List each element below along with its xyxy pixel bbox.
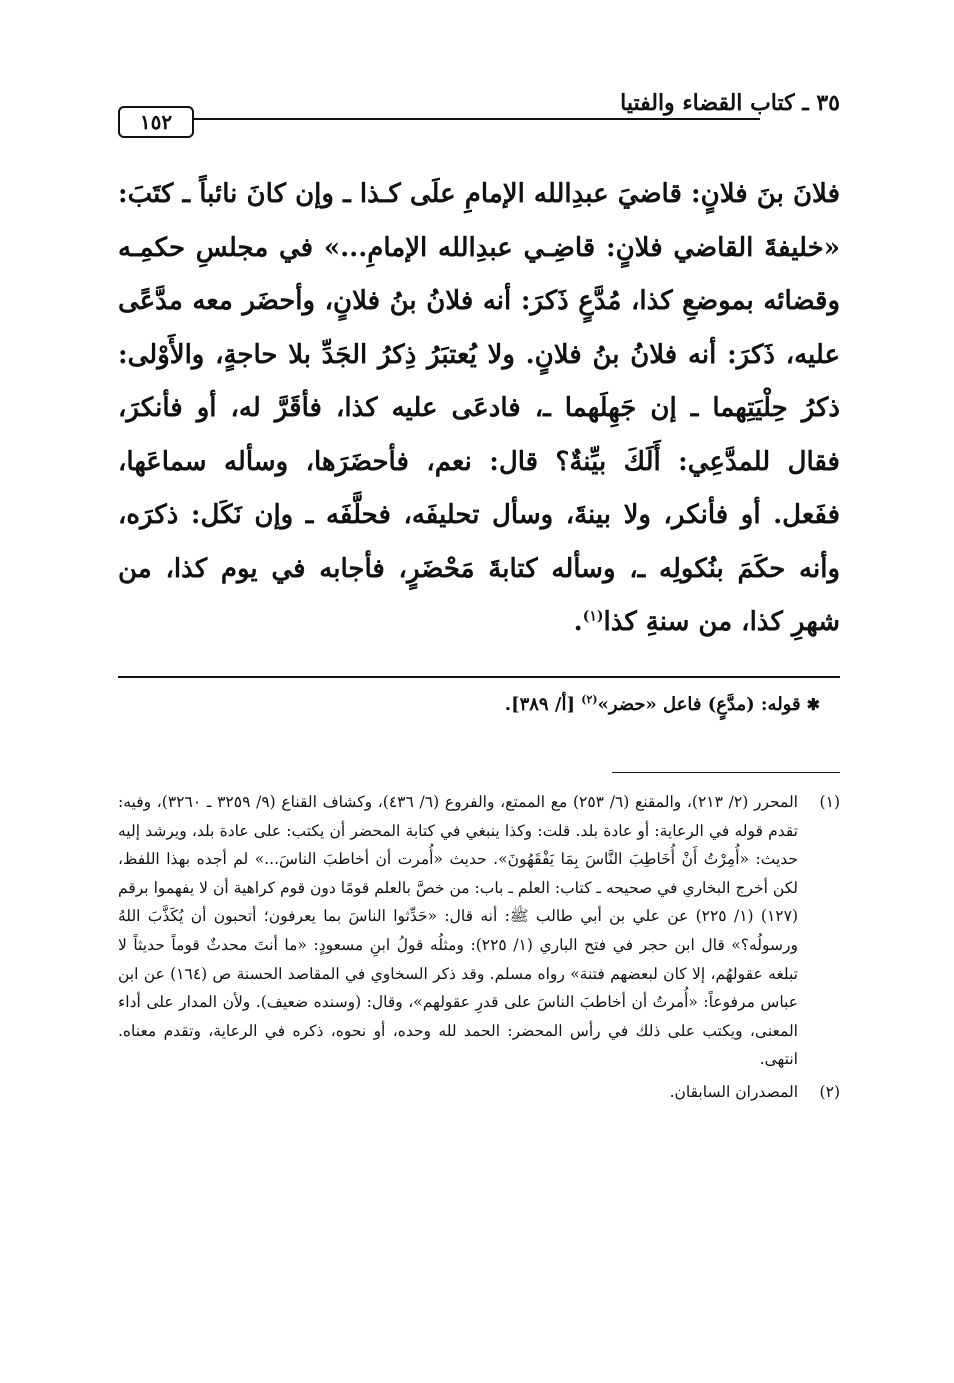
main-rule: [118, 676, 840, 678]
footnote-text: المحرر (٢/ ٢١٣)، والمقنع (٦/ ٢٥٣) مع الممتع، والفروع (٦/ ٤٣٦)، وكشاف القناع (٩/ ٣٢٥٩ ـ ٣٢٦٠)، وفيه: تقدم قوله في الرعاية: أو عادة بلد. قلت: وكذا ينبغي في كتابة المحضر أن يكتب: على عادة بلد، ويرشد إليه حديث: «أُمِرْتُ أَنْ أُخَاطِبَ النَّاسَ بِمَا يَفْقَهُونَ». حديث «أُمرت أن أخاطبَ الناسَ...» لم أجده بهذا اللفظ، لكن أخرج البخاري في صحيحه ـ كتاب: العلم ـ باب: من خصَّ بالعلم قومًا دون قوم كراهية أن لا يفهموا برقم (١٢٧) (١/ ٢٢٥) عن علي بن أبي طالب ﷺ: أنه قال: «حَدِّثوا الناسَ بما يعرفون؛ أتحبون أن يُكَذَّبَ اللهُ ورسولُه؟» قال ابن حجر في فتح الباري (١/ ٢٢٥): ومثلُه قولُ ابنِ مسعودٍ: «ما أنتَ محدثٌ قوماً حديثاً لا تبلغه عقولهُم، إلا كان لبعضهم فتنة» رواه مسلم. وقد ذكر السخاوي في المقاصد الحسنة ص (١٦٤) عن ابن عباس مرفوعاً: «أُمرتُ أن أخاطبَ الناسَ على قدرِ عقولهم»، وقال: (وسنده ضعيف). ولأن المدار على أداء المعنى، ويكتب على ذلك في رأس المحضر: الحمد لله وحده، أو نحوه، ذكره في الرعاية، وتقدم معناه. انتهى.: [118, 793, 798, 1069]
annotation-source: [أ/ ٣٨٩].: [504, 694, 575, 715]
star-icon: ✱: [806, 695, 820, 714]
main-end: .: [573, 607, 583, 637]
chapter-title: ٣٥ ـ كتاب القضاء والفتيا: [620, 90, 840, 116]
footnote-number: (٢): [819, 1082, 840, 1101]
footnote-ref-1[interactable]: (١): [582, 608, 604, 625]
annotation-text: قوله: (مدَّعٍ) فاعل «حضر»: [597, 694, 801, 715]
footnote-text: المصدران السابقان.: [669, 1082, 798, 1101]
main-text: [118, 168, 840, 650]
footnote-rule: [612, 772, 840, 773]
footnote-1: [118, 788, 840, 1074]
page-number: ١٥٢: [118, 106, 194, 138]
book-page: [118, 78, 840, 1318]
header-rule: [118, 118, 760, 120]
page-header: [118, 78, 840, 140]
footnote-2: [118, 1078, 840, 1107]
footnotes: [118, 788, 840, 1111]
annotation: [118, 690, 820, 720]
main-paragraph: فلانَ بنَ فلانٍ: قاضيَ عبدِالله الإمامِ علَى كـذا ـ وإن كانَ نائباً ـ كتَبَ: «خليفةَ القاضي فلانٍ: قاضِـي عبدِالله الإمامِ...» في مجلسِ حكمِـه وقضائه بموضعِ كذا، مُدَّعٍ ذَكرَ: أنه فلانُ بنُ فلانٍ، وأحضَر معه مدَّعًى عليه، ذَكرَ: أنه فلانُ بنُ فلانٍ. ولا يُعتبَرُ ذِكرُ الجَدِّ بلا حاجةٍ، والأَوْلى: ذكرُ حِلْيَتِهما ـ إن جَهِلَهما ـ، فادعَى عليه كذا، فأقَرَّ له، أو فأنكرَ، فقال للمدَّعِي: أَلَكَ بيِّنةٌ؟ قال: نعم، فأحضَرَها، وسأله سماعَها، ففَعل. أو فأنكر، ولا بينةَ، وسأل تحليفَه، فحلَّفَه ـ وإن نَكَل: ذكرَه، وأنه حكَمَ بنُكولِه ـ، وسأله كتابةَ مَحْضَرٍ، فأجابه في يوم كذا، من شهرِ كذا، من سنةِ كذا: [118, 179, 840, 637]
footnote-ref-2[interactable]: (٢): [581, 693, 598, 706]
footnote-number: (١): [819, 793, 840, 811]
